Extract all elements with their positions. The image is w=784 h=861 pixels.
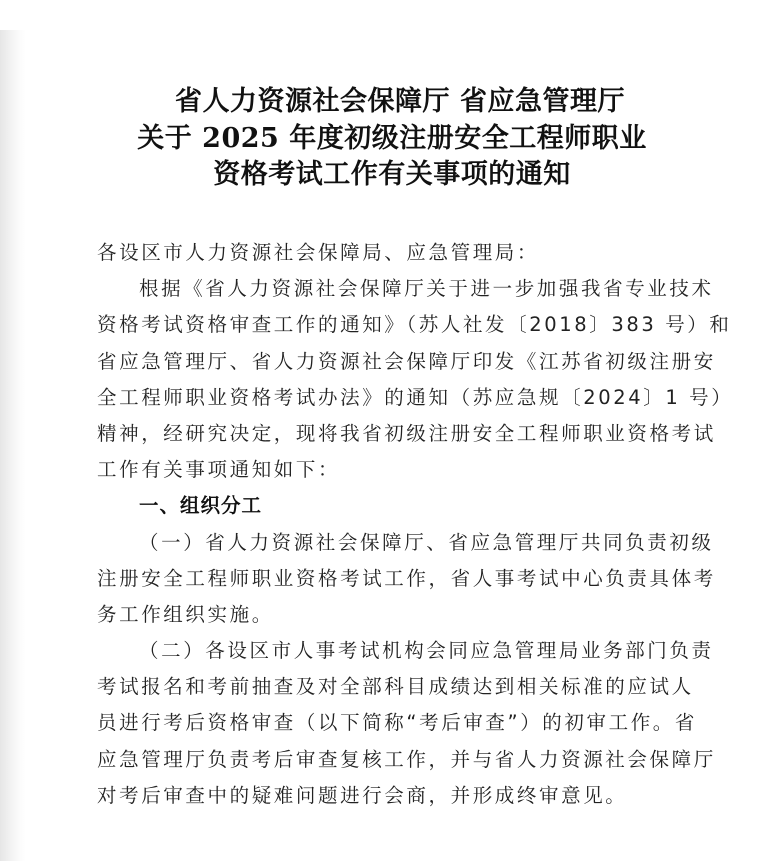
paragraph-line: 根据《省人力资源社会保障厅关于进一步加强我省专业技术 bbox=[139, 277, 714, 301]
paragraph-line: （一）省人力资源社会保障厅、省应急管理厅共同负责初级 bbox=[139, 530, 714, 554]
document-body bbox=[97, 235, 734, 814]
paragraph-line: 务工作组织实施。 bbox=[97, 602, 274, 626]
section-heading: 一、组织分工 bbox=[139, 494, 263, 518]
paragraph-line: 注册安全工程师职业资格考试工作，省人事考试中心负责具体考 bbox=[97, 566, 716, 590]
paragraph-line: 应急管理厅负责考后审查复核工作，并与省人力资源社会保障厅 bbox=[97, 747, 716, 771]
title-line-1: 省人力资源社会保障厅 省应急管理厅 bbox=[175, 86, 625, 117]
title-line-2: 关于 2025 年度初级注册安全工程师职业 bbox=[137, 122, 647, 154]
paragraph-line: 考试报名和考前抽查及对全部科目成绩达到相关标准的应试人 bbox=[97, 675, 694, 699]
salutation: 各设区市人力资源社会保障局、应急管理局： bbox=[97, 241, 540, 264]
paragraph-line: 全工程师职业资格考试办法》的通知（苏应急规〔2024〕1 号） bbox=[97, 385, 734, 409]
paragraph-line: 资格考试资格审查工作的通知》（苏人社发〔2018〕383 号）和 bbox=[97, 313, 732, 337]
intro-paragraph bbox=[97, 271, 734, 488]
item-1-paragraph bbox=[97, 525, 716, 634]
paragraph-line: 精神，经研究决定，现将我省初级注册安全工程师职业资格考试 bbox=[97, 421, 716, 445]
document-title bbox=[0, 84, 784, 194]
paragraph-line: （二）各设区市人事考试机构会同应急管理局业务部门负责 bbox=[139, 639, 714, 663]
item-2-paragraph bbox=[97, 633, 716, 814]
paragraph-line: 对考后审查中的疑难问题进行会商，并形成终审意见。 bbox=[97, 783, 628, 807]
paragraph-line: 工作有关事项通知如下： bbox=[97, 458, 341, 482]
paragraph-line: 员进行考后资格审查（以下简称“考后审查”）的初审工作。省 bbox=[97, 711, 698, 735]
title-line-3: 资格考试工作有关事项的通知 bbox=[213, 159, 571, 190]
paragraph-line: 省应急管理厅、省人力资源社会保障厅印发《江苏省初级注册安 bbox=[97, 349, 716, 373]
